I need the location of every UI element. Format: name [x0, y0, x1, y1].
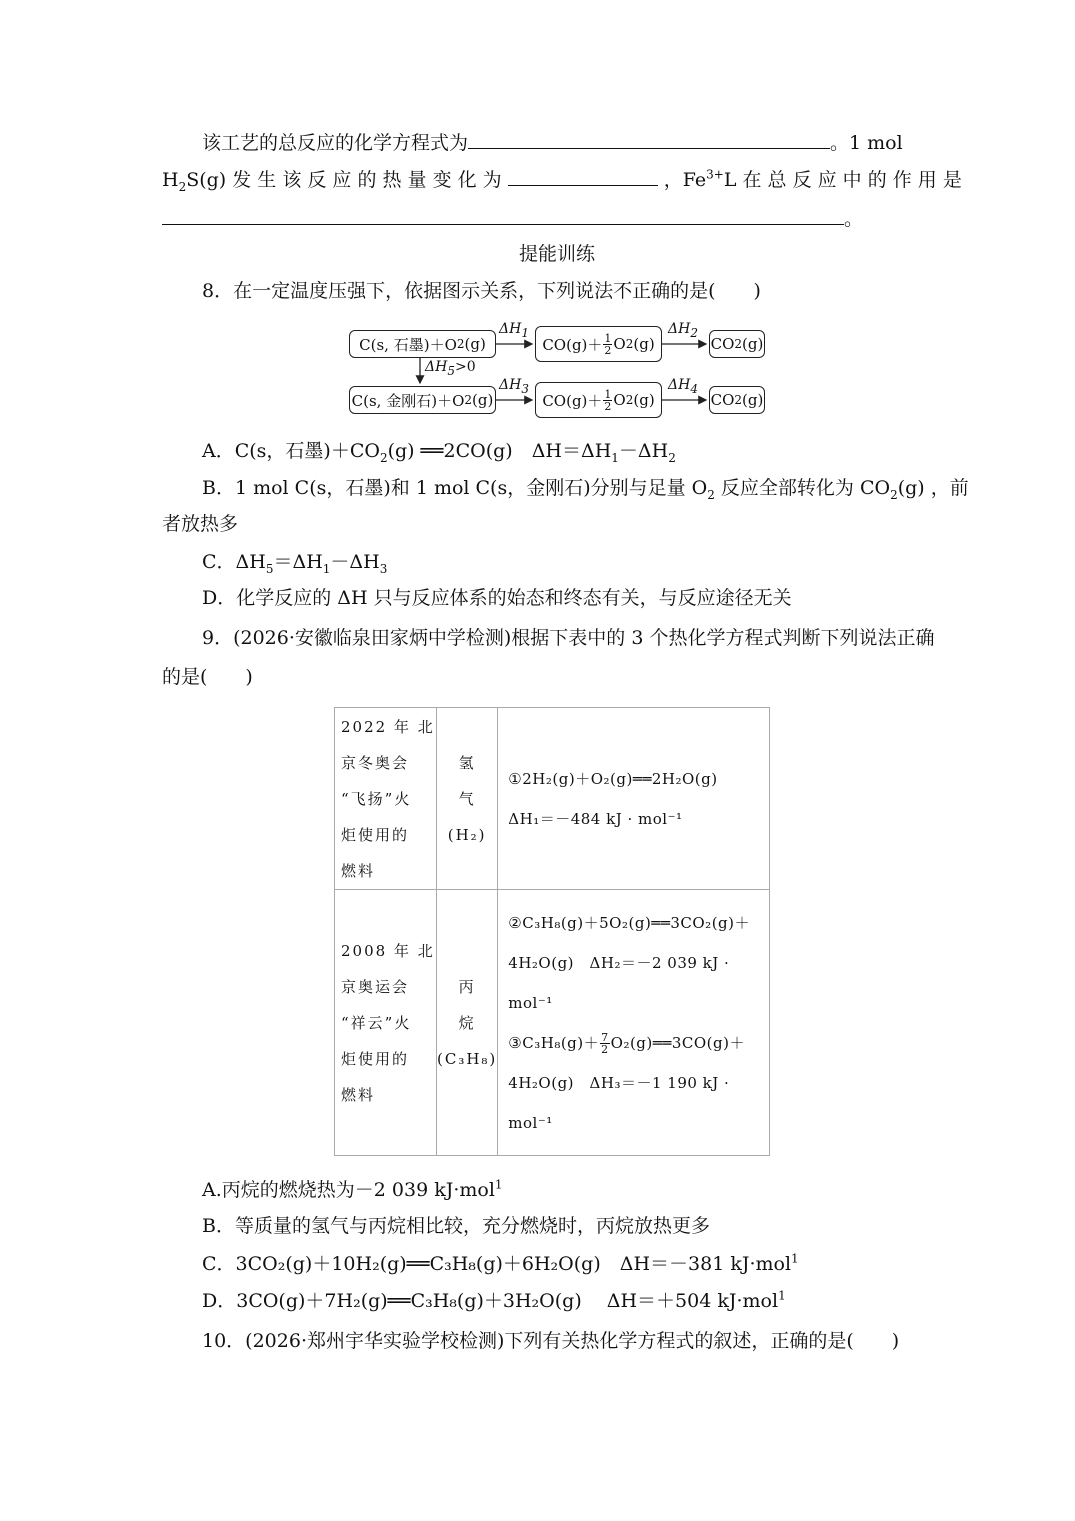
box-co-1: CO(g)＋ $\frac{1}{2}$ O 2 (g) — [535, 326, 662, 362]
box-graphite: C(s, 石墨)＋O 2 (g) — [349, 330, 496, 358]
q8-option-a[interactable]: A．C(s，石墨)$+CO_2(g)$ ══2CO(g) $\Delta H=\Delta H_1-\Delta H_2$ — [202, 440, 676, 465]
q9-option-d[interactable]: D．3CO(g)＋7H₂(g)══C₃H₈(g)＋3H₂O(g) ΔH＝＋504 kJ·mol$^1$ — [202, 1288, 786, 1312]
fraction-seven-halves: $\frac{7}{2}$ — [601, 1031, 609, 1056]
question-9-stem: 9．(2026·安徽临泉田家炳中学检测)根据下表中的 3 个热化学方程式判断下列说法正确 — [202, 627, 935, 649]
question-8-stem: 8．在一定温度压强下，依据图示关系，下列说法不正确的是( ) — [202, 280, 761, 302]
q8-option-b[interactable]: B．1 mol C(s，石墨)和 1 mol C(s，金刚石)分别与足量 $O_2$ 反应全部转化为 $CO_2(g)$ ，前 — [202, 477, 969, 502]
box-co2-2: CO 2 (g) — [709, 386, 765, 414]
question-9-stem-cont: 的是( ) — [162, 666, 253, 688]
label-dh5: $\Delta H_5>0$ — [425, 359, 476, 378]
q8-option-d[interactable]: D．化学反应的 ΔH 只与反应体系的始态和终态有关，与反应途径无关 — [202, 587, 792, 609]
label-dh3: $\Delta H_3$ — [499, 377, 529, 396]
table-row — [335, 890, 770, 1156]
section-title: 提能训练 — [519, 243, 596, 265]
table-cell-event-2022: 2022 年 北 京冬奥会 “飞扬”火 炬使用的 燃料 — [335, 708, 437, 890]
label-dh2: $\Delta H_2$ — [668, 321, 698, 340]
box-diamond: C(s, 金刚石)＋O 2 (g) — [349, 386, 496, 414]
fraction-half: $\frac{1}{2}$ — [604, 387, 612, 413]
table-row — [335, 708, 770, 890]
box-co2-1: CO 2 (g) — [709, 330, 765, 358]
fill-line-2: $H_2S(g)$ 发 生 该 反 应 的 热 量 变 化 为 ，$Fe^{3+}L$ 在 总 反 应 中 的 作 用 是 — [162, 167, 962, 194]
table-cell-eq-1: ①2H₂(g)＋O₂(g)══2H₂O(g) ΔH₁＝－484 kJ · mol⁻¹ — [498, 708, 770, 890]
table-cell-fuel-h2: 氢 气 (H₂) — [437, 708, 498, 890]
diagram-arrows — [0, 0, 1075, 440]
table-cell-event-2008: 2008 年 北 京奥运会 “祥云”火 炬使用的 燃料 — [335, 890, 437, 1156]
label-dh4: $\Delta H_4$ — [668, 377, 698, 396]
q9-option-c[interactable]: C．3CO₂(g)＋10H₂(g)══C₃H₈(g)＋6H₂O(g) ΔH＝－381 kJ·mol$^1$ — [202, 1251, 799, 1275]
fill-line-3: 。 — [162, 206, 863, 232]
q9-option-b[interactable]: B．等质量的氢气与丙烷相比较，充分燃烧时，丙烷放热更多 — [202, 1215, 710, 1237]
q8-option-c[interactable]: C．$\Delta H_5=\Delta H_1-\Delta H_3$ — [202, 551, 388, 576]
fill-line-1: 该工艺的总反应的化学方程式为 。1 mol — [202, 132, 903, 154]
q9-option-a[interactable]: A.丙烷的燃烧热为－2 039 kJ·mol$^1$ — [202, 1177, 503, 1201]
table-cell-fuel-c3h8: 丙 烷 (C₃H₈) — [437, 890, 498, 1156]
box-co-2: CO(g)＋ $\frac{1}{2}$ O 2 (g) — [535, 382, 662, 418]
question-10-stem: 10．(2026·郑州宇华实验学校检测)下列有关热化学方程式的叙述，正确的是( ) — [202, 1330, 900, 1352]
q8-option-b-cont: 者放热多 — [162, 513, 239, 535]
fraction-half: $\frac{1}{2}$ — [604, 331, 612, 357]
fuel-table — [334, 707, 770, 1156]
table-cell-eq-2-3: ②C₃H₈(g)＋5O₂(g)══3CO₂(g)＋ 4H₂O(g) ΔH₂＝－2 039 kJ · mol⁻¹ ③C₃H₈(g)＋ $\frac{7}{2}$ O₂(g)══3CO(g)＋ 4H₂O(g) ΔH₃＝－1 190 kJ · mol⁻¹ — [498, 890, 770, 1156]
label-dh1: $\Delta H_1$ — [499, 321, 529, 340]
